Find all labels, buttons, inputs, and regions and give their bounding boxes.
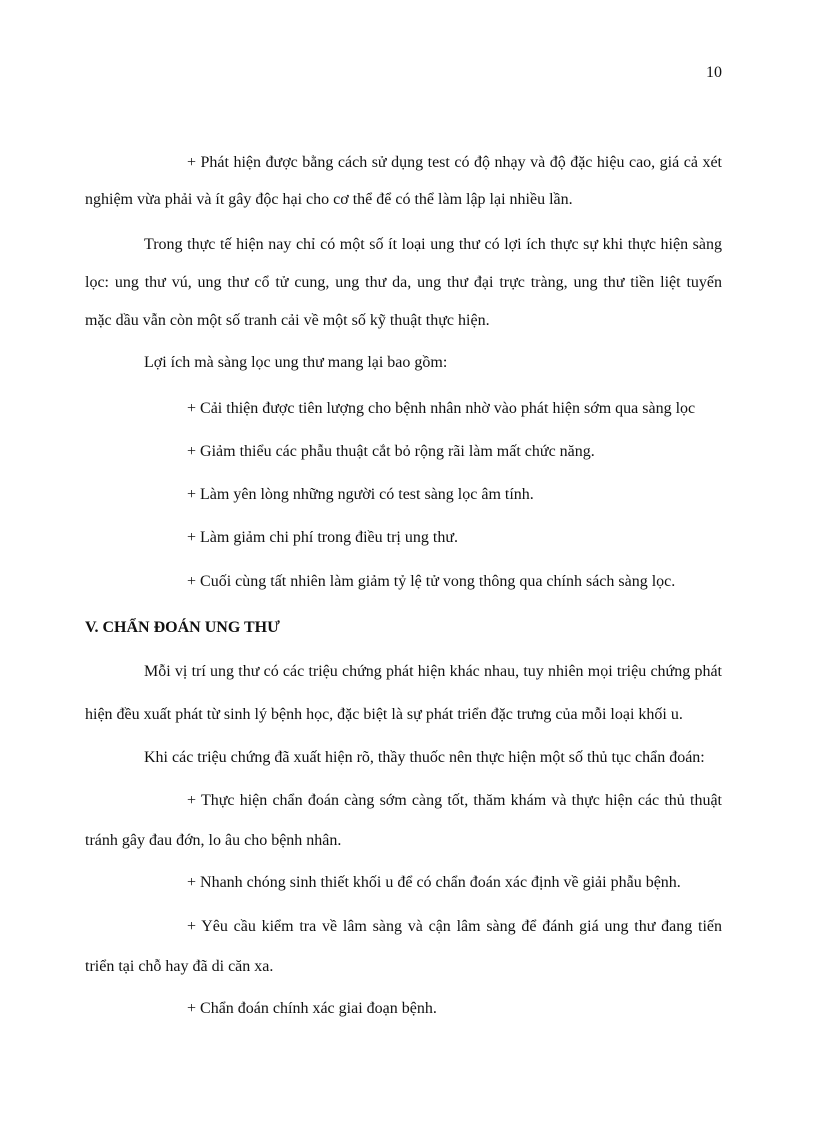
paragraph-line: hiện đều xuất phát từ sinh lý bệnh học, đặc biệt là sự phát triển đặc trưng của mỗi loại khối u.: [85, 706, 683, 723]
list-item-continuation: triển tại chỗ hay đã di căn xa.: [85, 958, 274, 975]
paragraph-line: Mỗi vị trí ung thư có các triệu chứng phát hiện khác nhau, tuy nhiên mọi triệu chứng phát: [144, 663, 722, 680]
paragraph-line: Khi các triệu chứng đã xuất hiện rõ, thầy thuốc nên thực hiện một số thủ tục chẩn đoán:: [144, 749, 705, 766]
paragraph-line: lọc: ung thư vú, ung thư cổ tử cung, ung thư da, ung thư đại trực tràng, ung thư tiền liệt tuyến: [85, 274, 722, 291]
paragraph-line: mặc dầu vẫn còn một số tranh cải về một số kỹ thuật thực hiện.: [85, 312, 490, 329]
section-heading: V. CHẨN ĐOÁN UNG THƯ: [85, 619, 280, 636]
list-item: + Chẩn đoán chính xác giai đoạn bệnh.: [187, 1000, 437, 1017]
paragraph-line: + Phát hiện được bằng cách sử dụng test có độ nhạy và độ đặc hiệu cao, giá cả xét: [187, 154, 722, 171]
list-item: + Cuối cùng tất nhiên làm giảm tỷ lệ tử vong thông qua chính sách sàng lọc.: [187, 573, 676, 590]
page-number: 10: [706, 64, 722, 81]
list-item: + Giảm thiểu các phẫu thuật cắt bỏ rộng rãi làm mất chức năng.: [187, 443, 595, 460]
paragraph-line: nghiệm vừa phải và ít gây độc hại cho cơ thể để có thể làm lập lại nhiều lần.: [85, 191, 573, 208]
list-item: + Thực hiện chẩn đoán càng sớm càng tốt, thăm khám và thực hiện các thủ thuật: [187, 792, 722, 809]
list-item: + Yêu cầu kiểm tra về lâm sàng và cận lâm sàng để đánh giá ung thư đang tiến: [187, 918, 722, 935]
list-item: + Làm giảm chi phí trong điều trị ung thư.: [187, 529, 458, 546]
paragraph-line: Lợi ích mà sàng lọc ung thư mang lại bao gồm:: [144, 354, 448, 371]
list-item: + Nhanh chóng sinh thiết khối u để có chẩn đoán xác định về giải phẫu bệnh.: [187, 874, 681, 891]
list-item: + Làm yên lòng những người có test sàng lọc âm tính.: [187, 486, 534, 503]
list-item-continuation: tránh gây đau đớn, lo âu cho bệnh nhân.: [85, 832, 342, 849]
paragraph-line: Trong thực tế hiện nay chỉ có một số ít loại ung thư có lợi ích thực sự khi thực hiện sàng: [144, 236, 722, 253]
list-item: + Cải thiện được tiên lượng cho bệnh nhân nhờ vào phát hiện sớm qua sàng lọc: [187, 400, 696, 417]
